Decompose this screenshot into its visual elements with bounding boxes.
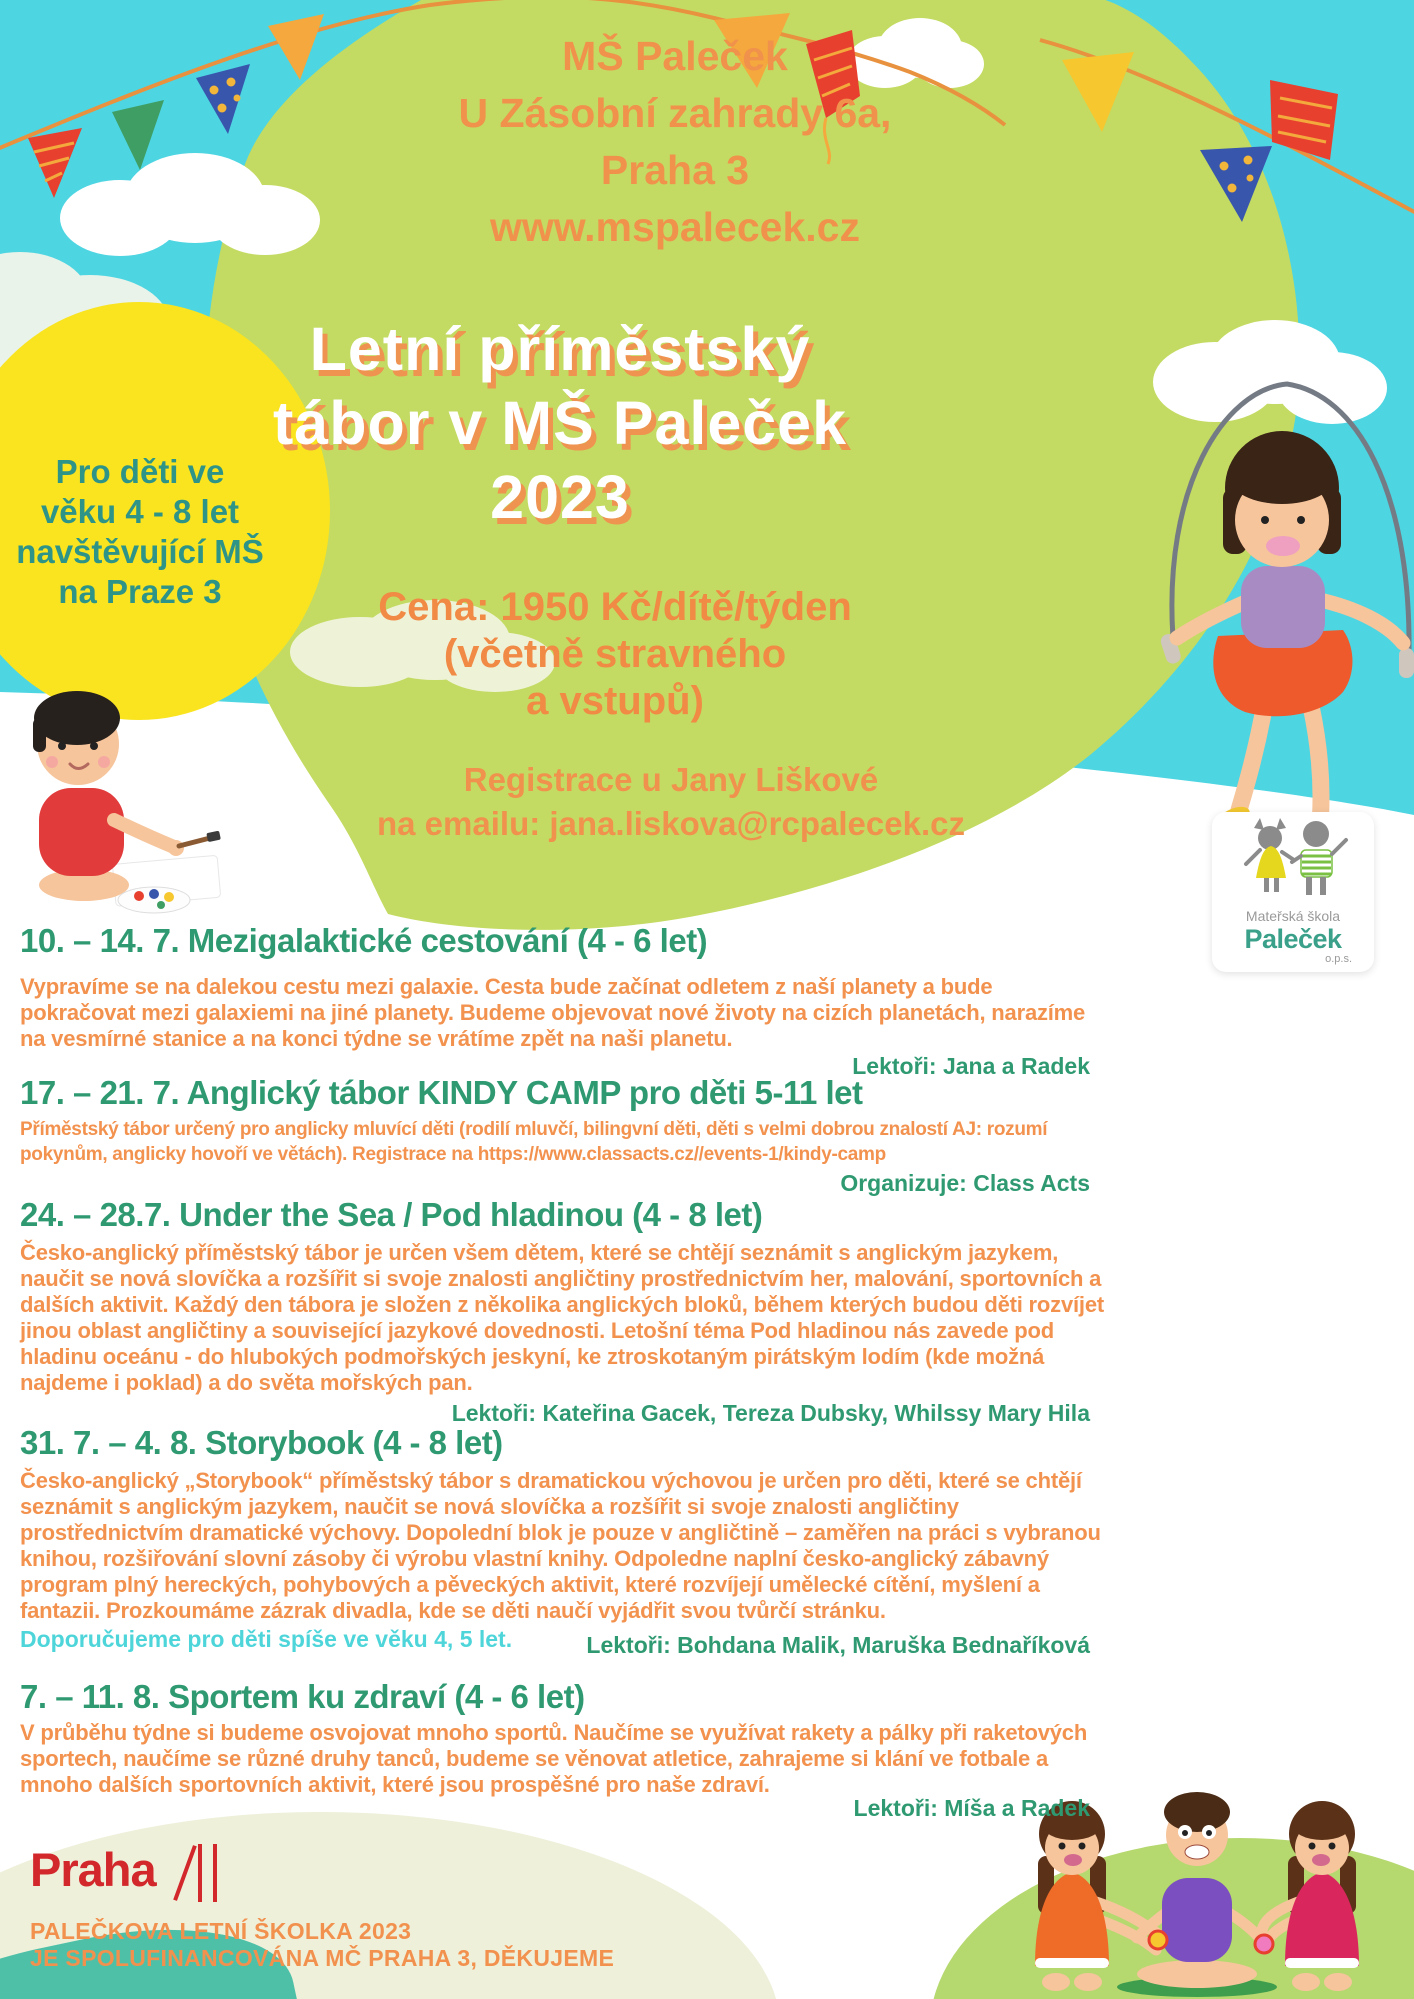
title-line: Letní příměstský <box>309 315 811 383</box>
program-1-lecturers: Lektoři: Jana a Radek <box>852 1053 1090 1079</box>
age-badge-line: navštěvující MŠ <box>16 533 264 570</box>
program-4-heading: 31. 7. – 4. 8. Storybook (4 - 8 let) <box>20 1424 503 1461</box>
funding-note-line: PALEČKOVA LETNÍ ŠKOLKA 2023 <box>30 1918 412 1944</box>
funding-note <box>30 1918 614 1972</box>
registration-email: na emailu: jana.liskova@rcpalecek.cz <box>377 805 965 842</box>
program-3-heading: 24. – 28.7. Under the Sea / Pod hladinou (4 - 8 let) <box>20 1196 763 1233</box>
program-4-description: Česko-anglický „Storybook“ příměstský tábor s dramatickou výchovou je určen pro děti, které se chtějí seznámit s anglickým jazykem, naučit se nová slovíčka a rozšířit si svoje znalosti angličtiny prostřednictvím dramatické výchovy. Dopolední blok je pouze v angličtině – zaměřen na práci s vybranou knihou, rozšiřování slovní zásoby či výrobu vlastní knihy. Odpoledne naplní česko-anglický zábavný program plný hereckých, pohybových a pěveckých aktivit, které rozvíjejí umělecké cítění, myšlení a fantazii. Prozkoumáme zázrak divadla, kde se děti naučí vyjádřit svou tvůrčí stránku. <box>20 1468 1101 1623</box>
age-badge-line: na Praze 3 <box>58 573 222 610</box>
price-line: (včetně stravného <box>443 632 787 676</box>
school-city: Praha 3 <box>600 147 750 193</box>
palecek-logo-figures <box>1212 812 1374 908</box>
age-badge-line: věku 4 - 8 let <box>40 493 240 530</box>
palecek-school-logo <box>1212 812 1374 972</box>
program-5-description: V průběhu týdne si budeme osvojovat mnoho sportů. Naučíme se využívat rakety a pálky při raketových sportech, naučíme se různé druhy tanců, budeme se věnovat atletice, zahrajeme si klání ve fotbale a mnoho dalších sportovních aktivit, které jsou prospěšné pro naše zdraví. <box>20 1720 1088 1797</box>
poster-title <box>120 312 1000 534</box>
girl-jump-rope-illustration <box>1115 338 1414 858</box>
program-2-description: Příměstský tábor určený pro anglicky mluvící děti (rodilí mluvčí, bilingvní děti, děti s velmi dobrou znalostí AJ: rozumí pokynům, anglicky hovoří ve větách). Registrace na https://www.classacts.cz//events-1/kindy-camp <box>20 1119 1048 1165</box>
registration-line: Registrace u Jany Liškové <box>463 761 879 798</box>
boy-painting-illustration <box>14 680 254 915</box>
program-3-lecturers: Lektoři: Kateřina Gacek, Tereza Dubsky, Whilssy Mary Hila <box>451 1400 1090 1426</box>
price-info <box>165 584 1065 725</box>
price-line: a vstupů) <box>526 679 704 723</box>
title-line: tábor v MŠ Paleček <box>272 389 848 457</box>
program-1-heading: 10. – 14. 7. Mezigalaktické cestování (4 - 6 let) <box>20 922 708 959</box>
program-1-description: Vypravíme se na dalekou cestu mezi galaxie. Cesta bude začínat odletem z naší planety a bude pokračovat mezi galaxiemi na jiné planety. Budeme objevovat nové životy na cizích planetách, narazíme na vesmírné stanice a na konci týdne se vrátíme zpět na naši planetu. <box>20 974 1086 1051</box>
program-3-description: Česko-anglický příměstský tábor je určen všem dětem, které se chtějí seznámit s anglickým jazykem, naučit se nová slovíčka a rozšířit si svoje znalosti angličtiny prostřednictvím her, malování, sportovních a dalších aktivit. Každý den tábora je složen z několika anglických bloků, během kterých budou děti rozvíjet jinou oblast angličtiny a související jazykové dovednosti. Letošní téma Pod hladinou nás zavede pod hladinu oceánu - do hlubokých podmořských jeskyní, ke ztroskotaným pirátským lodím (kde možná najdeme i poklad) a do světa mořských pan. <box>20 1240 1104 1395</box>
program-2-heading: 17. – 21. 7. Anglický tábor KINDY CAMP pro děti 5-11 let <box>20 1074 863 1111</box>
program-5-lecturers: Lektoři: Míša a Radek <box>853 1795 1090 1821</box>
praha-logo <box>30 1842 217 1902</box>
school-name: MŠ Paleček <box>562 33 788 79</box>
palecek-logo-text-top: Mateřská škola <box>1245 908 1341 924</box>
palecek-logo-text-name: Paleček <box>1244 924 1342 954</box>
program-5-heading: 7. – 11. 8. Sportem ku zdraví (4 - 6 let) <box>20 1678 585 1715</box>
price-line: Cena: 1950 Kč/dítě/týden <box>378 585 852 629</box>
school-address: U Zásobní zahrady 6a, <box>458 90 892 136</box>
registration-info <box>171 758 1171 846</box>
school-header <box>350 28 1000 256</box>
funding-note-line: JE SPOLUFINANCOVÁNA MČ PRAHA 3, DĚKUJEME <box>30 1945 615 1971</box>
praha-slashes-icon <box>172 1844 217 1902</box>
program-4-lecturers: Lektoři: Bohdana Malik, Maruška Bednaříková <box>586 1632 1090 1658</box>
age-badge-line: Pro děti ve <box>55 453 225 490</box>
school-website: www.mspalecek.cz <box>490 204 860 250</box>
praha-wordmark: Praha <box>30 1843 156 1896</box>
program-2-organizer: Organizuje: Class Acts <box>840 1170 1090 1196</box>
title-line: 2023 <box>490 463 630 531</box>
palecek-logo-text-suffix: o.p.s. <box>1325 953 1352 965</box>
program-4-age-note: Doporučujeme pro děti spíše ve věku 4, 5 let. <box>20 1626 513 1652</box>
